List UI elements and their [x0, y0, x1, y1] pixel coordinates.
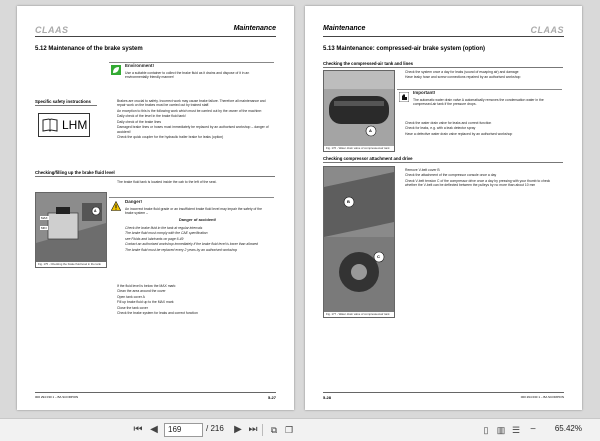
fill-steps — [117, 284, 275, 317]
previous-page-button[interactable]: ◀ — [150, 424, 158, 435]
safety-line: Check the quick coupler for the hydraulic trailer brake for leaks (option) — [117, 135, 224, 140]
check-line: Remove V-belt cover B — [405, 168, 440, 172]
important-box — [397, 89, 562, 112]
book-icon — [42, 118, 58, 132]
check-line: Have leaky hose and screw connections repaired by an authorised workshop — [405, 75, 521, 80]
safety-text — [117, 99, 275, 141]
two-page-view-icon[interactable]: ▥ — [496, 425, 506, 435]
leaf-icon — [111, 65, 121, 75]
step: Fill up brake fluid up to the MAX mark — [117, 300, 174, 305]
danger-title: Danger! — [125, 199, 143, 204]
warning-triangle-icon — [111, 201, 121, 211]
single-page-view-icon[interactable]: ▯ — [483, 425, 489, 435]
danger-line: Contact an authorised workshop immediately if the brake fluid level is lower than allowed — [125, 242, 258, 247]
danger-line: The brake fluid must comply with the CAE specification — [125, 231, 208, 236]
left-page-header — [35, 22, 276, 37]
left-page — [17, 6, 294, 410]
air-tank-photo — [324, 71, 394, 146]
danger-text: An incorrect brake fluid grade or an insufficient brake fluid level may impair the safety of the brake system – — [125, 207, 262, 216]
scroll-view-icon[interactable]: ☰ — [511, 425, 521, 435]
claas-logo: CLAAS — [530, 25, 564, 35]
important-title: Important! — [413, 90, 436, 95]
figure-176 — [323, 70, 395, 152]
safety-line: An exception to this is the following work which must be carried out by the owner of the machine: — [117, 108, 262, 113]
viewer-toolbar — [0, 418, 600, 441]
figure-175 — [35, 192, 107, 268]
fig-caption: Fig. 175 - Checking the brake fluid level in the tank — [36, 262, 106, 267]
fig-label-c: C — [377, 254, 380, 259]
check-line: Have a defective water drain valve replaced by an authorised workshop — [405, 131, 513, 136]
fig-caption: Fig. 176 - Water drain valve of compressed-air tank — [324, 146, 394, 151]
claas-logo: CLAAS — [35, 25, 69, 35]
toolbar-separator — [262, 424, 263, 436]
step: Clean the area around the cover — [117, 289, 166, 294]
fig-label-min: MIN — [41, 226, 47, 230]
danger-list — [125, 226, 270, 253]
step: Close the tank cover — [117, 305, 148, 310]
left-page-footer — [35, 392, 276, 401]
right-page — [305, 6, 582, 410]
fig-label-a: A — [369, 128, 372, 133]
sub-heading-tank: Checking the compressed-air tank and lines — [323, 61, 563, 68]
safety-line: Brakes are crucial to safety. Incorrect work may cause brake failure. Therefore all maintenance and repair work on the brakes must be carried out by trained staff. — [117, 99, 266, 108]
right-page-footer — [323, 392, 564, 401]
next-page-button[interactable]: ▶ — [234, 424, 242, 435]
fluid-text: The brake fluid tank is located inside the cab to the left of the seat. — [117, 180, 217, 184]
fig-label-b: B — [347, 199, 350, 204]
lhm-label: LHM — [62, 118, 88, 132]
first-page-button[interactable]: ⏮ — [133, 424, 143, 435]
fig-caption: Fig. 177 - Water drain valve of compressed-air tank — [324, 312, 394, 317]
environment-text: Use a suitable container to collect the brake fluid as it drains and dispose of it in an environmentally friendly manner! — [125, 71, 250, 80]
right-page-header — [323, 22, 564, 37]
info-hand-icon — [399, 92, 409, 102]
fluid-heading: Checking/filling up the brake fluid level — [35, 170, 275, 177]
check-line: Check V-belt tension C of the compressor drive once a day by pressing with your thumb to check whether the V-belt can be deflected between the pulleys by no more than about 10 mm — [405, 178, 551, 188]
step: Open tank cover A — [117, 294, 145, 299]
page-number: 5-28 — [323, 395, 332, 400]
danger-sub: Danger of accident! — [178, 217, 217, 222]
page-number-input[interactable]: 169 — [164, 423, 203, 437]
section-title: 5.12 Maintenance of the brake system — [35, 46, 143, 52]
tank-check-text — [405, 70, 563, 81]
check-line: Check for leaks, e.g. with a leak detector spray — [405, 126, 476, 131]
danger-line: The brake fluid must be replaced every 2 years by an authorised workshop — [125, 247, 238, 252]
footer-doc-id: 000 294 030 1 – BA SCORPION — [35, 395, 79, 399]
danger-line: Check the brake fluid in the tank at regular intervals — [125, 226, 203, 230]
sub-heading-compressor: Checking compressor attachment and drive — [323, 156, 563, 163]
compressor-photo — [324, 167, 394, 312]
last-page-button[interactable]: ⏭ — [248, 424, 258, 435]
danger-box — [109, 197, 274, 278]
figure-177 — [323, 166, 395, 318]
header-title: Maintenance — [233, 25, 276, 32]
important-text: The automatic water drain valve A automatically removes the condensation water in the compressed-air tank if the pressure drops. — [413, 98, 544, 107]
fig-label-max: MAX — [41, 216, 48, 220]
lhm-sign — [38, 113, 90, 137]
safety-line: Daily check of the level in the brake fluid tank! — [117, 114, 186, 119]
zoom-level[interactable]: 65.42% — [554, 424, 582, 433]
safety-line: Daily check of the brake lines — [117, 119, 162, 124]
copy-icon[interactable]: ⧉ — [270, 425, 278, 435]
check-line: Check the water drain valve for leaks and correct function — [405, 121, 492, 125]
page-total: / 216 — [206, 424, 224, 433]
footer-doc-id: 000 294 030 1 – BA SCORPION — [520, 395, 564, 399]
section-title: 5.13 Maintenance: compressed-air brake system (option) — [323, 46, 486, 52]
danger-line: see Fluids and lubricants on page 6-49 — [125, 236, 184, 241]
step: Check the brake system for leaks and correct function — [117, 311, 198, 316]
environment-title: Environment! — [125, 63, 155, 68]
safety-line: Damaged brake lines or hoses must immediately be replaced by an authorised workshop – danger of accident! — [117, 125, 269, 134]
check-line: Check the attachment of the compressor console once a day — [405, 173, 497, 178]
compressor-check-text — [405, 168, 563, 189]
max-intro: If the fluid level is below the MAX mark: — [117, 284, 177, 288]
check-line: Check the system once a day for leaks (sound of escaping air) and damage — [405, 70, 519, 74]
page-number: 5-27 — [267, 395, 276, 400]
environment-box — [109, 62, 274, 89]
copy-alt-icon[interactable]: ❐ — [284, 425, 294, 435]
safety-heading: Specific safety instructions — [35, 99, 97, 106]
fig-label-a: A — [94, 209, 97, 213]
zoom-out-button[interactable]: − — [530, 424, 536, 435]
valve-check-text — [405, 121, 563, 137]
header-title: Maintenance — [323, 25, 366, 32]
